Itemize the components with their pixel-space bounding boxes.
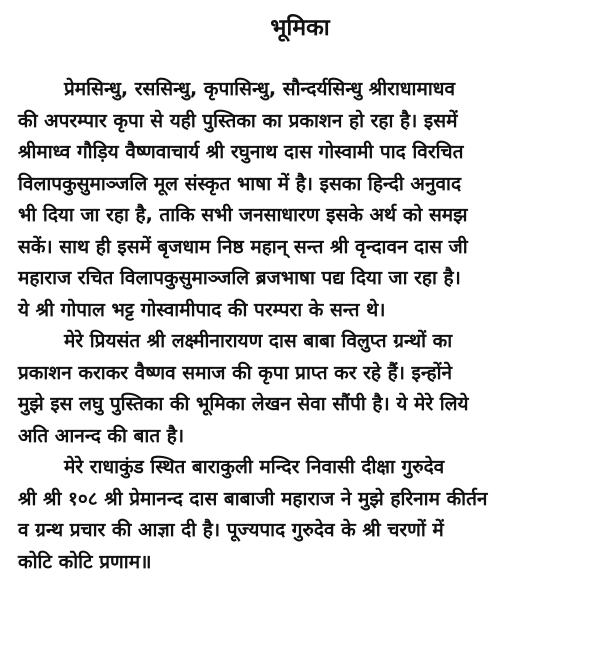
text-line: अति आनन्द की बात है। (18, 424, 185, 447)
text-line: श्री श्री १०८ श्री प्रेमानन्द दास बाबाजी महाराज ने मुझे हरिनाम कीर्तन (18, 487, 488, 510)
text-line: मेरे प्रियसंत श्री लक्ष्मीनारायण दास बाबा विलुप्त ग्रन्थों का (64, 330, 453, 352)
page-title: भूमिका (270, 15, 330, 41)
text-line: सकें। साथ ही इसमें बृजधाम निष्ठ महान् सन्त श्री वृन्दावन दास जी (18, 235, 468, 258)
text-line: मुझे इस लघु पुस्तिका की भूमिका लेखन सेवा सौंपी है। ये मेरे लिये (18, 393, 469, 415)
text-line: प्रेमसिन्धु, रससिन्धु, कृपासिन्धु, सौन्दर्यसिन्धु श्रीराधामाधव (64, 78, 456, 100)
paragraph-1 (18, 74, 582, 326)
text-line: श्रीमाध्व गौड़िय वैष्णवाचार्य श्री रघुनाथ दास गोस्वामी पाद विरचित (18, 141, 464, 163)
text-line: कोटि कोटि प्रणाम॥ (18, 550, 152, 573)
text-line: व ग्रन्थ प्रचार की आज्ञा दी है। पूज्यपाद गुरुदेव के श्री चरणों में (18, 519, 444, 541)
text-line: विलापकुसुमाञ्जलि मूल संस्कृत भाषा में है। इसका हिन्दी अनुवाद (18, 172, 462, 195)
text-line: महाराज रचित विलापकुसुमाञ्जलि ब्रजभाषा पद्य दिया जा रहा है। (18, 267, 461, 289)
paragraph-3 (18, 452, 582, 578)
text-line: मेरे राधाकुंड स्थित बाराकुली मन्दिर निवासी दीक्षा गुरुदेव (64, 456, 445, 478)
text-line: प्रकाशन कराकर वैष्णव समाज की कृपा प्राप्त कर रहे हैं। इन्होंने (18, 361, 453, 384)
text-line: भी दिया जा रहा है, ताकि सभी जनसाधारण इसके अर्थ को समझ (18, 204, 468, 226)
paragraph-2 (18, 326, 582, 452)
text-line: की अपरम्पार कृपा से यही पुस्तिका का प्रकाशन हो रहा है। इसमें (18, 109, 458, 132)
text-line: ये श्री गोपाल भट्ट गोस्वामीपाद की परम्परा के सन्त थे। (18, 298, 386, 321)
